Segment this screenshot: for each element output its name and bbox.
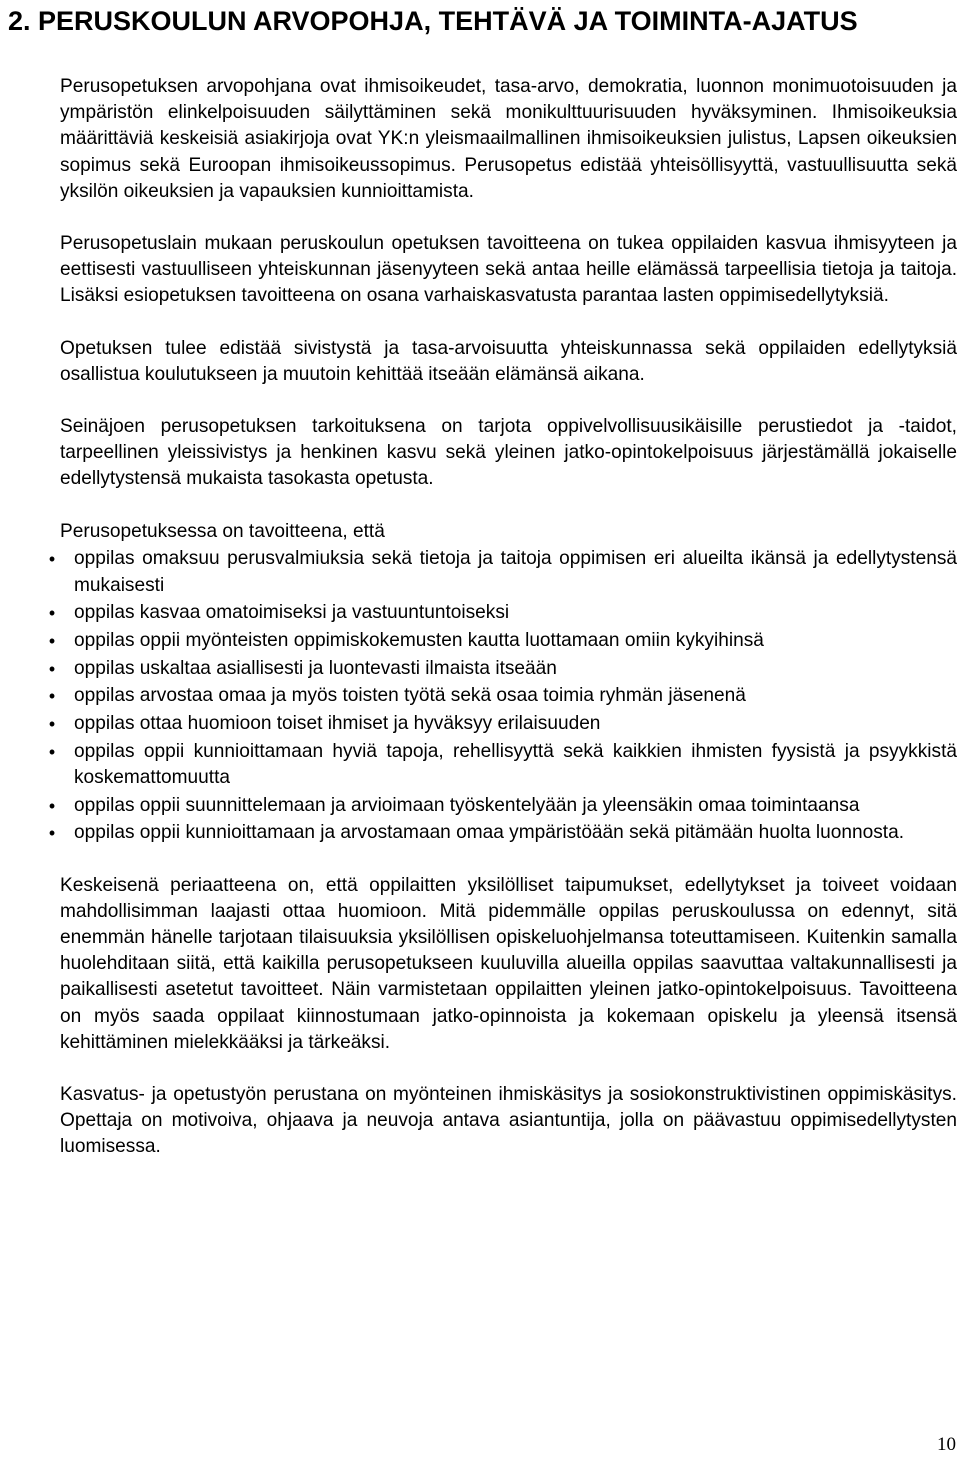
list-item-text: oppilas uskaltaa asiallisesti ja luontevasti ilmaista itseään — [74, 657, 557, 679]
goals-list — [48, 546, 957, 846]
bullet-icon: • — [48, 823, 56, 844]
document-body — [48, 74, 957, 1187]
paragraph-equality: Opetuksen tulee edistää sivistystä ja tasa-arvoisuutta yhteiskunnassa sekä oppilaiden edellytyksiä osallistua koulutukseen ja muutoin kehittää itseään elämänsä aikana. — [60, 337, 957, 385]
list-item-text: oppilas kasvaa omatoimiseksi ja vastuuntuntoiseksi — [74, 602, 510, 624]
list-item — [46, 628, 957, 654]
list-item-text: oppilas oppii kunnioittamaan hyviä tapoja, rehellisyyttä sekä kaikkien ihmisten fyysistä ja psyykkistä koskemattomuutta — [74, 740, 957, 788]
list-item — [46, 656, 957, 682]
page-number: 10 — [937, 1434, 956, 1455]
bullet-icon: • — [48, 686, 56, 707]
list-item — [46, 820, 957, 846]
paragraph-foundation: Kasvatus- ja opetustyön perustana on myönteinen ihmiskäsitys ja sosiokonstruktivistinen oppimiskäsitys. Opettaja on motivoiva, ohjaava ja neuvoja antava asiantuntija, jolla on päävastuu oppimisedellytysten luomisessa. — [60, 1084, 957, 1158]
list-item — [46, 711, 957, 737]
paragraph-purpose: Seinäjoen perusopetuksen tarkoituksena on tarjota oppivelvollisuusikäisille perustiedot ja -taidot, tarpeellinen yleissivistys ja henkinen kasvu sekä yleinen jatko-opintokelpoisuus järjestämällä jokaiselle edellytystensä mukaista tasokasta opetusta. — [60, 416, 957, 490]
paragraph-principles: Keskeisenä periaatteena on, että oppilaitten yksilölliset taipumukset, edellytykset ja toiveet voidaan mahdollisimman laajasti ottaa huomioon. Mitä pidemmälle oppilas peruskoulussa on edennyt, sitä enemmän hänelle tarjotaan tilaisuuksia yksilöllisen opiskeluohjelmansa toteuttamiseen. Kuitenkin samalla huolehditaan siitä, että kaikilla perusopetukseen kuuluvilla alueilla oppilas saavuttaa valtakunnallisesti ja paikallisesti asetetut tavoitteet. Näin varmistetaan oppilaitten yleinen jatko-opintokelpoisuus. Tavoitteena on myös saada oppilaat kiinnostumaan jatko-opinnoista ja kokemaan opiskelu ja yleensä itsensä kehittäminen mielekkääksi ja tärkeäksi. — [60, 874, 957, 1053]
list-item-text: oppilas oppii kunnioittamaan ja arvostamaan omaa ympäristöään sekä pitämään huolta luonnosta. — [74, 822, 905, 844]
goals-intro: Perusopetuksessa on tavoitteena, että — [60, 520, 385, 542]
list-item-text: oppilas oppii suunnittelemaan ja arvioimaan työskentelyään ja yleensäkin omaa toimintaansa — [74, 794, 860, 816]
list-item-text: oppilas ottaa huomioon toiset ihmiset ja hyväksyy erilaisuuden — [74, 713, 601, 735]
bullet-icon: • — [48, 603, 56, 624]
list-item — [46, 600, 957, 626]
bullet-icon: • — [48, 549, 56, 570]
list-item-text: oppilas oppii myönteisten oppimiskokemusten kautta luottamaan omiin kykyihinsä — [74, 629, 764, 651]
section-heading: 2. PERUSKOULUN ARVOPOHJA, TEHTÄVÄ JA TOIMINTA-AJATUS — [8, 6, 858, 36]
paragraph-law: Perusopetuslain mukaan peruskoulun opetuksen tavoitteena on tukea oppilaiden kasvua ihmisyyteen ja eettisesti vastuulliseen yhteiskunnan jäsenyyteen sekä antaa heille elämässä tarpeellisia tietoja ja taitoja. Lisäksi esiopetuksen tavoitteena on osana varhaiskasvatusta parantaa lasten oppimisedellytyksiä. — [60, 233, 957, 307]
list-item — [46, 683, 957, 709]
list-item-text: oppilas omaksuu perusvalmiuksia sekä tietoja ja taitoja oppimisen eri alueilta ikänsä ja edellytystensä mukaisesti — [74, 548, 957, 596]
list-item-text: oppilas arvostaa omaa ja myös toisten työtä sekä osaa toimia ryhmän jäsenenä — [74, 685, 746, 707]
bullet-icon: • — [48, 630, 56, 651]
bullet-icon: • — [48, 741, 56, 762]
bullet-icon: • — [48, 714, 56, 735]
paragraph-values: Perusopetuksen arvopohjana ovat ihmisoikeudet, tasa-arvo, demokratia, luonnon monimuotoisuuden ja ympäristön elinkelpoisuuden säilyttäminen sekä monikulttuurisuuden hyväksyminen. Ihmisoikeuksia määrittäviä keskeisiä asiakirjoja ovat YK:n yleismaailmallinen ihmisoikeuksien julistus, Lapsen oikeuksien sopimus sekä Euroopan ihmisoikeussopimus. Perusopetus edistää yhteisöllisyyttä, vastuullisuutta sekä yksilön oikeuksien ja vapauksien kunnioittamista. — [60, 76, 957, 202]
list-item — [46, 739, 957, 791]
list-item — [46, 793, 957, 819]
bullet-icon: • — [48, 795, 56, 816]
list-item — [46, 546, 957, 598]
bullet-icon: • — [48, 658, 56, 679]
